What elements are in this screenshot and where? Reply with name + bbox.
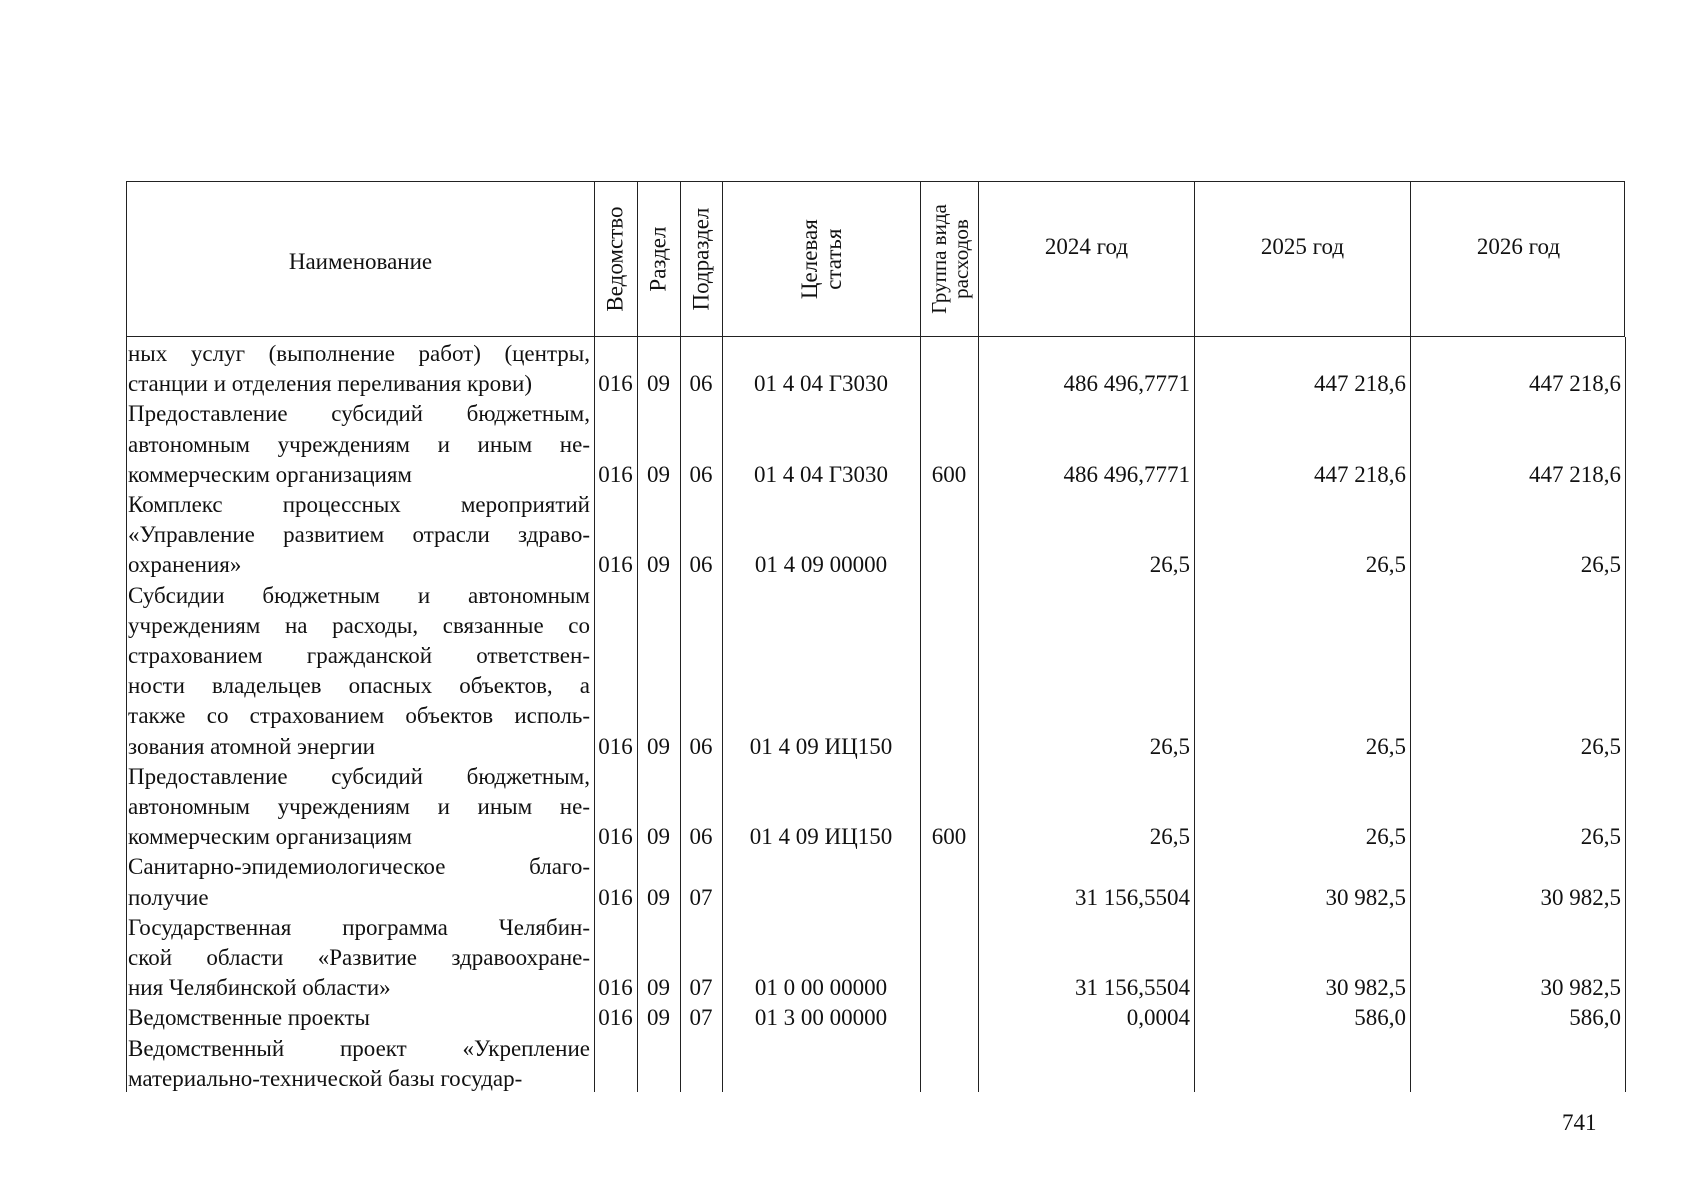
cell-subsection: 06 [689, 824, 713, 850]
cell-dept: 016 [598, 975, 633, 1001]
cell-v2026: 26,5 [1580, 733, 1621, 759]
row-name-line: Субсидии бюджетным и автономным [128, 582, 590, 608]
cell-target: 01 4 04 Г3030 [753, 461, 889, 487]
row-name-line: автономным учреждениям и иным не- [128, 793, 590, 819]
cell-v2025: 26,5 [1365, 733, 1406, 759]
row-name [128, 490, 590, 581]
cell-subsection: 07 [689, 884, 713, 910]
header-exp-line1: Группа вида [926, 204, 951, 314]
row-name [128, 913, 590, 1004]
cell-v2024: 0,0004 [1126, 1005, 1190, 1031]
cell-v2024: 486 496,7771 [1063, 371, 1190, 397]
header-target-line1: Целевая [796, 219, 822, 299]
cell-section: 09 [647, 552, 670, 578]
row-name-line: получие [128, 884, 209, 910]
cell-dept: 016 [598, 824, 633, 850]
cell-v2025: 586,0 [1354, 1005, 1406, 1031]
header-2025 [1195, 182, 1411, 336]
row-name-line: Комплекс процессных мероприятий [128, 492, 590, 517]
cell-dept: 016 [598, 1005, 633, 1031]
cell-v2025: 30 982,5 [1325, 884, 1406, 910]
header-2026 [1411, 182, 1626, 336]
header-dept-label: Ведомство [602, 206, 628, 312]
header-target [723, 182, 921, 336]
table-row [126, 852, 1625, 912]
cell-dept: 016 [598, 733, 633, 759]
row-name-line: Предоставление субсидий бюджетным, [128, 401, 590, 427]
row-name-line: учреждениям на расходы, связанные со [128, 612, 590, 638]
cell-v2024: 26,5 [1149, 824, 1190, 850]
row-name-line: Ведомственные проекты [128, 1005, 370, 1031]
header-dept [595, 182, 638, 336]
cell-v2024: 26,5 [1149, 552, 1190, 578]
cell-target: 01 4 09 00000 [754, 552, 888, 578]
row-name-line: Государственная программа Челябин- [128, 914, 590, 940]
cell-v2026: 447 218,6 [1529, 461, 1621, 487]
cell-section: 09 [647, 461, 670, 487]
cell-exp: 600 [931, 461, 967, 487]
row-name-line: также со страхованием объектов исполь- [128, 703, 590, 729]
cell-section: 09 [647, 371, 670, 397]
cell-v2026: 26,5 [1580, 824, 1621, 850]
cell-v2025: 30 982,5 [1325, 975, 1406, 1001]
cell-v2026: 30 982,5 [1540, 884, 1621, 910]
cell-target: 01 4 09 ИЦ150 [749, 733, 893, 759]
header-2026-label: 2026 год [1476, 233, 1561, 259]
header-2024-label: 2024 год [1044, 233, 1129, 259]
cell-v2024: 31 156,5504 [1075, 975, 1190, 1001]
cell-section: 09 [647, 824, 670, 850]
table-row [126, 339, 1625, 399]
header-subsection-label: Подраздел [688, 207, 714, 311]
cell-dept: 016 [598, 552, 633, 578]
cell-subsection: 06 [689, 371, 713, 397]
cell-subsection: 06 [689, 461, 713, 487]
table-row [126, 1003, 1625, 1033]
cell-subsection: 06 [689, 733, 713, 759]
row-name [128, 762, 590, 853]
cell-v2024: 31 156,5504 [1075, 884, 1190, 910]
row-name-line: зования атомной энергии [128, 733, 375, 759]
header-2025-label: 2025 год [1260, 233, 1345, 259]
table-row [126, 581, 1625, 762]
header-target-label [797, 219, 845, 299]
cell-dept: 016 [598, 461, 633, 487]
cell-section: 09 [647, 884, 670, 910]
cell-target: 01 4 04 Г3030 [753, 371, 889, 397]
cell-v2025: 447 218,6 [1314, 371, 1406, 397]
cell-target: 01 4 09 ИЦ150 [749, 824, 893, 850]
table-row [126, 913, 1625, 1004]
header-target-line2: статья [820, 228, 846, 290]
column-divider [1625, 337, 1626, 1092]
row-name-line: Предоставление субсидий бюджетным, [128, 763, 590, 789]
row-name-line: ных услуг (выполнение работ) (центры, [128, 341, 590, 366]
header-exp [921, 182, 979, 336]
cell-v2026: 30 982,5 [1540, 975, 1621, 1001]
table-row [126, 399, 1625, 490]
row-name [128, 581, 590, 762]
row-name [128, 1003, 590, 1033]
cell-subsection: 07 [689, 975, 713, 1001]
cell-target: 01 3 00 00000 [754, 1005, 888, 1031]
cell-v2025: 26,5 [1365, 552, 1406, 578]
row-name-line: страхованием гражданской ответствен- [128, 642, 590, 668]
table-row [126, 762, 1625, 853]
row-name-line: станции и отделения переливания крови) [128, 371, 533, 397]
table-header [126, 181, 1625, 337]
row-name-line: коммерческим организациям [128, 824, 412, 850]
cell-v2025: 447 218,6 [1314, 461, 1406, 487]
table-row [126, 1034, 1625, 1094]
cell-v2026: 586,0 [1569, 1005, 1621, 1031]
row-name-line: коммерческим организациям [128, 461, 412, 487]
page-number: 741 [1562, 1110, 1597, 1135]
cell-dept: 016 [598, 371, 633, 397]
row-name-line: Санитарно-эпидемиологическое благо- [128, 854, 590, 880]
cell-v2026: 447 218,6 [1529, 371, 1621, 397]
row-name-line: охранения» [128, 552, 242, 578]
cell-section: 09 [647, 1005, 670, 1031]
row-name [128, 399, 590, 490]
header-2024 [979, 182, 1195, 336]
cell-section: 09 [647, 733, 670, 759]
row-name-line: Ведомственный проект «Укрепление [128, 1035, 590, 1061]
cell-v2024: 486 496,7771 [1063, 461, 1190, 487]
row-name [128, 1034, 590, 1094]
cell-v2026: 26,5 [1580, 552, 1621, 578]
header-section-label: Раздел [645, 226, 671, 292]
header-exp-line2: расходов [948, 219, 973, 299]
row-name [128, 339, 590, 399]
row-name [128, 852, 590, 912]
header-name [127, 182, 595, 336]
header-exp-label [927, 204, 971, 314]
row-name-line: автономным учреждениям и иным не- [128, 431, 590, 457]
header-subsection [681, 182, 723, 336]
header-name-label: Наименование [288, 248, 433, 274]
table-body [126, 337, 1625, 1092]
cell-dept: 016 [598, 884, 633, 910]
cell-subsection: 07 [689, 1005, 713, 1031]
header-section [638, 182, 681, 336]
cell-subsection: 06 [689, 552, 713, 578]
cell-section: 09 [647, 975, 670, 1001]
row-name-line: ния Челябинской области» [128, 975, 391, 1001]
row-name-line: ской области «Развитие здравоохране- [128, 944, 590, 970]
cell-target: 01 0 00 00000 [754, 975, 888, 1001]
row-name-line: материально-технической базы государ- [128, 1065, 523, 1091]
cell-exp: 600 [931, 824, 967, 850]
row-name-line: «Управление развитием отрасли здраво- [128, 522, 590, 548]
row-name-line: ности владельцев опасных объектов, а [128, 673, 590, 699]
table-row [126, 490, 1625, 581]
cell-v2024: 26,5 [1149, 733, 1190, 759]
cell-v2025: 26,5 [1365, 824, 1406, 850]
